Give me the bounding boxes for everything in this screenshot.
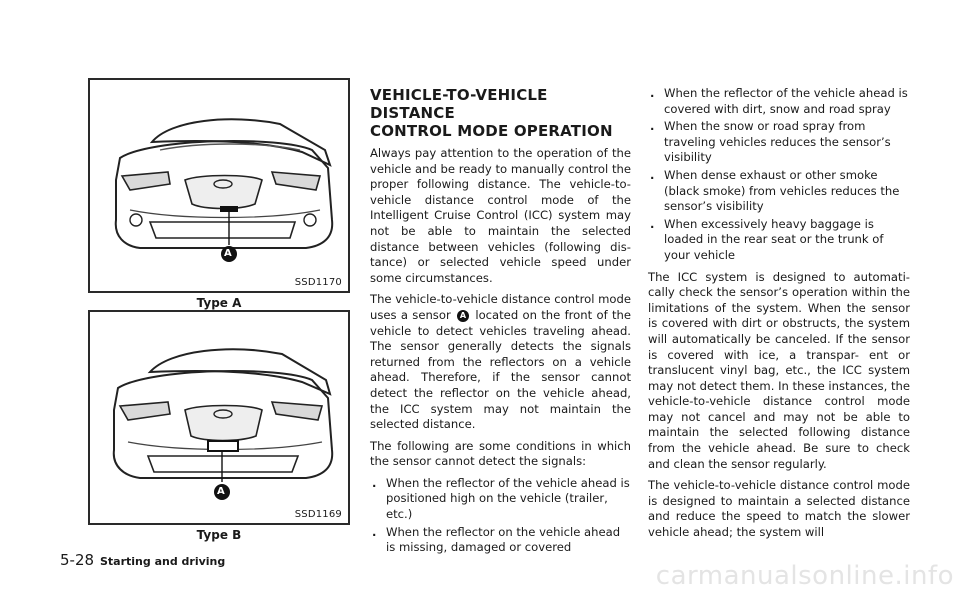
figure-caption: Type B [196, 528, 242, 542]
watermark: carmanualsonline.info [655, 561, 954, 591]
condition-list-continued [648, 86, 910, 264]
figure-code: SSD1170 [294, 277, 342, 288]
text-column-middle [370, 86, 631, 562]
paragraph: The vehicle-to-vehicle distance control mode is designed to maintain a selected distance and reduce the speed to match the slower vehicle ahead; the system will [648, 478, 910, 540]
list-item: . When dense exhaust or other smoke (black smoke) from vehicles reduces the sensor’s visibility [650, 167, 900, 214]
paragraph: The following are some conditions in which the sensor cannot detect the signals: [370, 438, 631, 469]
figure-marker: A [224, 248, 232, 259]
text-column-right [648, 86, 910, 547]
car-front-illustration-a [90, 80, 348, 291]
condition-list [370, 476, 631, 556]
paragraph: Always pay attention to the operation of the vehicle and be ready to manually control the proper following distance. The vehicle-to-vehicle distance control mode of the Intelligent Cruise Control (ICC) system may not be able to maintain the selected distance between vehicles (following dis- tance) or selected vehicle speed under some circumstances. [370, 146, 631, 285]
section-title: VEHICLE-TO-VEHICLE DISTANCE CONTROL MODE OPERATION [370, 86, 613, 140]
figure-type-b [88, 310, 350, 525]
paragraph: The ICC system is designed to automati- cally check the sensor’s operation within the limitations of the system. When the sensor is covered with dirt or obstructs, the system will automatically be canceled. If the sensor is covered with ice, a transpar- ent or translucent vinyl bag, etc., the ICC system may not detect them. In these instances, the vehicle-to-vehicle distance control mode may not cancel and may not be able to maintain the selected following distance from the vehicle ahead. Be sure to check and clean the sensor regularly. [648, 269, 910, 471]
section-name: Starting and driving [100, 555, 226, 568]
figure-type-a [88, 78, 350, 293]
figure-code: SSD1169 [294, 509, 342, 520]
page-number: 5-28 [60, 551, 95, 569]
paragraph: The vehicle-to-vehicle distance control mode uses a sensor A located on the front of the vehicle to detect vehicles traveling ahead. The sensor generally detects the signals returned from the reflectors on a vehicle ahead. Therefore, if the sensor cannot detect the reflector on the vehicle ahead, the ICC system may not maintain the selected distance. [370, 292, 631, 432]
figure-caption: Type A [196, 296, 242, 310]
list-item: . When the reflector of the vehicle ahead is positioned high on the vehicle (trailer, etc.) [372, 475, 630, 522]
list-item: . When the reflector of the vehicle ahead is covered with dirt, snow and road spray [650, 86, 908, 116]
figure-marker: A [217, 486, 225, 497]
sensor-marker: A [457, 310, 469, 322]
list-item: . When the reflector on the vehicle ahead is missing, damaged or covered [372, 524, 621, 555]
list-item: . When the snow or road spray from traveling vehicles reduces the sensor’s visibility [650, 119, 891, 165]
list-item: . When excessively heavy baggage is loaded in the rear seat or the trunk of your vehicle [650, 216, 884, 262]
